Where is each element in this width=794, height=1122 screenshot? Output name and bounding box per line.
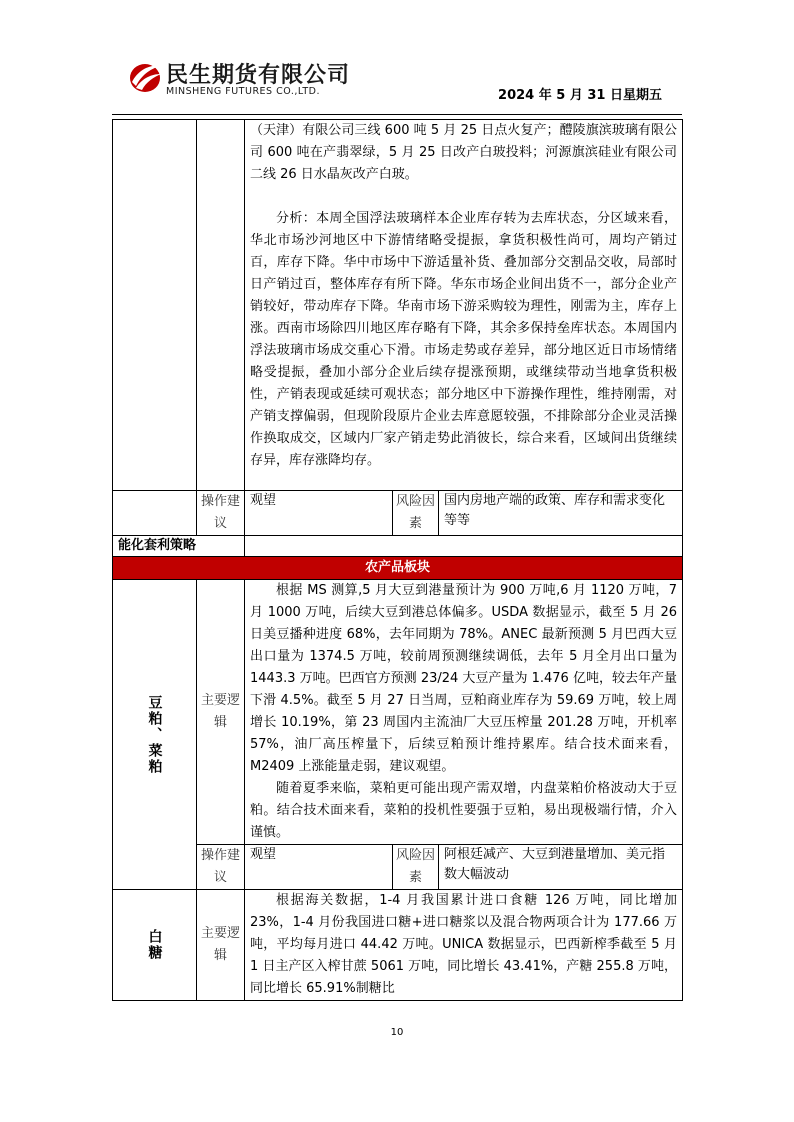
meal-logic-label: 主要逻辑: [197, 580, 245, 845]
sugar-logic-cell: [245, 890, 683, 1001]
risk-label: 风险因素: [393, 491, 439, 536]
sugar-logic-label: 主要逻辑: [197, 890, 245, 1001]
meal-name-cell: [113, 580, 197, 890]
arbitrage-value: [245, 536, 683, 557]
meal-operation-row: [113, 845, 683, 890]
minsheng-logo-icon: [128, 56, 162, 96]
meal-name: 豆粕、菜粕: [146, 694, 163, 775]
risk-value: 国内房地产端的政策、库存和需求变化等等: [439, 491, 683, 536]
glass-logic-paragraph-1: （天津）有限公司三线 600 吨 5 月 25 日点火复产；醴陵旗滨玻璃有限公司 600 吨在产翡翠绿，5 月 25 日改产白玻投料；河源旗滨硅业有限公司二线 26 日水晶灰改产白玻。: [250, 123, 677, 182]
meal-logic-paragraph-2: 随着夏季来临，菜粕更可能出现产需双增，内盘菜粕价格波动大于豆粕。结合技术面来看，菜粕的投机性要强于豆粕，易出现极端行情，介入谨慎。: [250, 781, 677, 840]
operation-label: 操作建议: [197, 491, 245, 536]
arbitrage-row: [113, 536, 683, 557]
glass-logic-cell: [245, 120, 683, 491]
glass-logic-label-cell: [197, 120, 245, 491]
section-header-row: [113, 557, 683, 580]
meal-operation-value: 观望: [245, 845, 393, 890]
glass-logic-row: [113, 120, 683, 491]
sugar-logic-paragraph-1: 根据海关数据，1-4 月我国累计进口食糖 126 万吨，同比增加 23%，1-4 月份我国进口糖+进口糖浆以及混合物两项合计为 177.66 万吨，平均每月进口 44.42 万吨。UNICA 数据显示，巴西新榨季截至 5 月 1 日主产区入榨甘蔗 5061 万吨，同比增长 43.41%，产糖 255.8 万吨，同比增长 65.91%制糖比: [250, 893, 677, 996]
page-header: [0, 0, 794, 110]
sugar-name-cell: [113, 890, 197, 1001]
meal-logic-cell: [245, 580, 683, 845]
meal-logic-row: [113, 580, 683, 845]
glass-operation-row: [113, 491, 683, 536]
page-number: 10: [390, 1027, 404, 1038]
report-date: 2024 年 5 月 31 日星期五: [498, 88, 662, 103]
glass-name-cell-cont: [113, 491, 197, 536]
brand-name-cn: 民生期货有限公司: [166, 63, 351, 88]
header-divider: [112, 114, 682, 115]
meal-risk-value: 阿根廷减产、大豆到港量增加、美元指数大幅波动: [439, 845, 683, 890]
glass-analysis-paragraph: 分析：本周全国浮法玻璃样本企业库存转为去库状态，分区域来看，华北市场沙河地区中下游情绪略受提振，拿货积极性尚可，周均产销过百，库存下降。华中市场中下游适量补货、叠加部分交割品交收，局部时日产销过百，整体库存有所下降。华东市场企业间出货不一，部分企业产销较好，带动库存下降。华南市场下游采购较为理性，刚需为主，库存上涨。西南市场除四川地区库存略有下降，其余多保持垒库状态。本周国内浮法玻璃市场成交重心下滑。市场走势或存差异，部分地区近日市场情绪略受提振，叠加小部分企业后续存提涨预期，或继续带动当地拿货积极性，产销表现或延续可观状态；部分地区中下游操作理性，维持刚需，对产销支撑偏弱，但现阶段原片企业去库意愿较强，不排除部分企业灵活操作换取成交，区域内厂家产销走势此消彼长，综合来看，区域间出货继续存异，库存涨降均存。: [250, 211, 677, 468]
operation-value: 观望: [245, 491, 393, 536]
section-title: 农产品板块: [113, 557, 683, 580]
strategy-table: [112, 119, 683, 1001]
meal-operation-label: 操作建议: [197, 845, 245, 890]
sugar-name: 白糖: [146, 929, 163, 961]
glass-name-cell: [113, 120, 197, 491]
sugar-logic-row: [113, 890, 683, 1001]
meal-risk-label: 风险因素: [393, 845, 439, 890]
brand-name-en: MINSHENG FUTURES CO.,LTD.: [166, 86, 320, 97]
arbitrage-label: 能化套利策略: [113, 536, 245, 557]
meal-logic-paragraph-1: 根据 MS 测算,5 月大豆到港量预计为 900 万吨,6 月 1120 万吨，7 月 1000 万吨，后续大豆到港总体偏多。USDA 数据显示，截至 5 月 26 日美豆播种进度 68%，去年同期为 78%。ANEC 最新预测 5 月巴西大豆出口量为 1374.5 万吨，较前周预测继续调低，去年 5 月全月出口量为 1443.3 万吨。巴西官方预测 23/24 大豆产量为 1.476 亿吨，较去年产量下滑 4.5%。截至 5 月 27 日当周，豆粕商业库存为 59.69 万吨，较上周增长 10.19%，第 23 周国内主流油厂大豆压榨量 201.28 万吨，开机率 57%，油厂高压榨量下，后续豆粕预计维持累库。结合技术面来看，M2409 上涨能量走弱，建议观望。: [250, 583, 677, 774]
